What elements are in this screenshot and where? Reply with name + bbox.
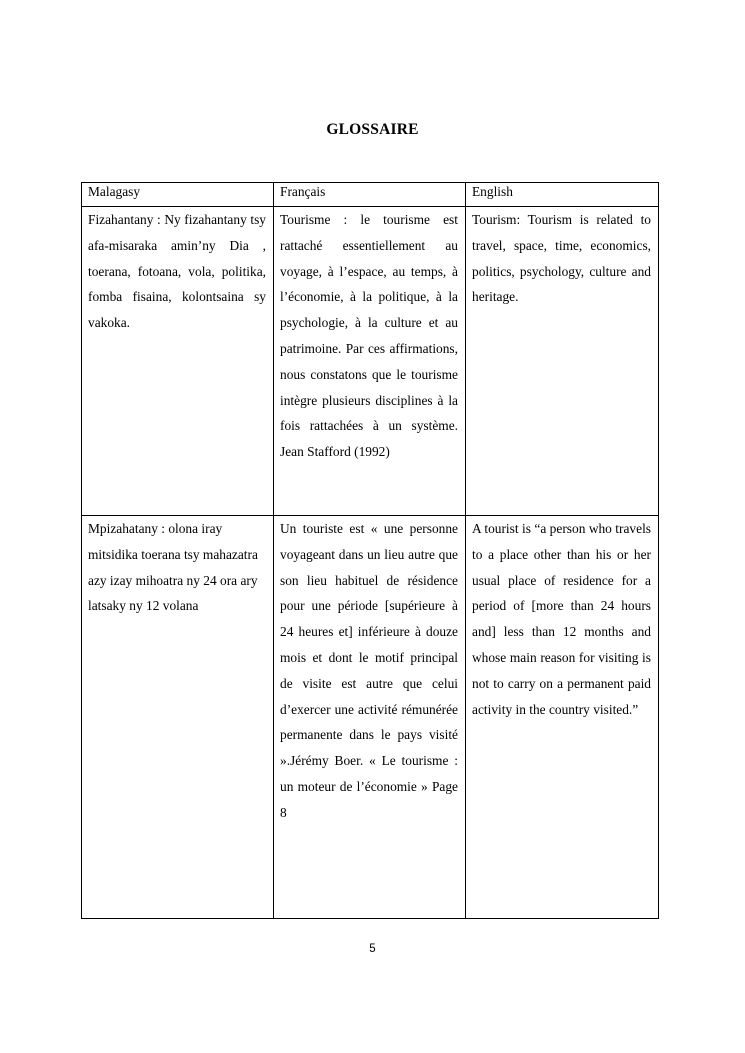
cell-text: Fizahantany : Ny fizahantany tsy afa-misaraka amin’ny Dia , toerana, fotoana, vola, politika, fomba fisaina, kolontsaina sy vakoka. — [88, 212, 266, 331]
cell-francais — [274, 516, 466, 919]
cell-english — [466, 516, 659, 919]
cell-text: Mpizahatany : olona iray mitsidika toerana tsy mahazatra azy izay mihoatra ny 24 ora ary latsaky ny 12 volana — [88, 521, 258, 614]
page-title: GLOSSAIRE — [326, 121, 419, 138]
glossary-table — [81, 182, 659, 919]
table-header-row — [82, 183, 659, 207]
table-row — [82, 516, 659, 919]
column-header-francais: Français — [274, 183, 466, 207]
cell-francais — [274, 207, 466, 516]
page-number: 5 — [369, 943, 376, 955]
cell-text: A tourist is “a person who travels to a place other than his or her usual place of residence for a period of [more than 24 hours and] less than 12 months and whose main reason for visiting is not to carry on a permanent paid activity in the country visited.” — [472, 521, 651, 717]
cell-malagasy — [82, 516, 274, 919]
cell-english — [466, 207, 659, 516]
table-row — [82, 207, 659, 516]
cell-text: Tourisme : le tourisme est rattaché essentiellement au voyage, à l’espace, au temps, à l’économie, à la politique, à la psychologie, à la culture et au patrimoine. Par ces affirmations, nous constatons que le tourisme intègre plusieurs disciplines à la fois rattachées à un système. Jean Stafford (1992) — [280, 212, 458, 460]
cell-malagasy — [82, 207, 274, 516]
column-header-english: English — [466, 183, 659, 207]
cell-text: Un touriste est « une personne voyageant dans un lieu autre que son lieu habituel de résidence pour une période [supérieure à 24 heures et] inférieure à douze mois et dont le motif principal de visite est autre que celui d’exercer une activité rémunérée permanente dans le pays visité ».Jérémy Boer. « Le tourisme : un moteur de l’économie » Page 8 — [280, 521, 458, 820]
column-header-malagasy: Malagasy — [82, 183, 274, 207]
cell-text: Tourism: Tourism is related to travel, space, time, economics, politics, psychology, culture and heritage. — [472, 212, 651, 305]
